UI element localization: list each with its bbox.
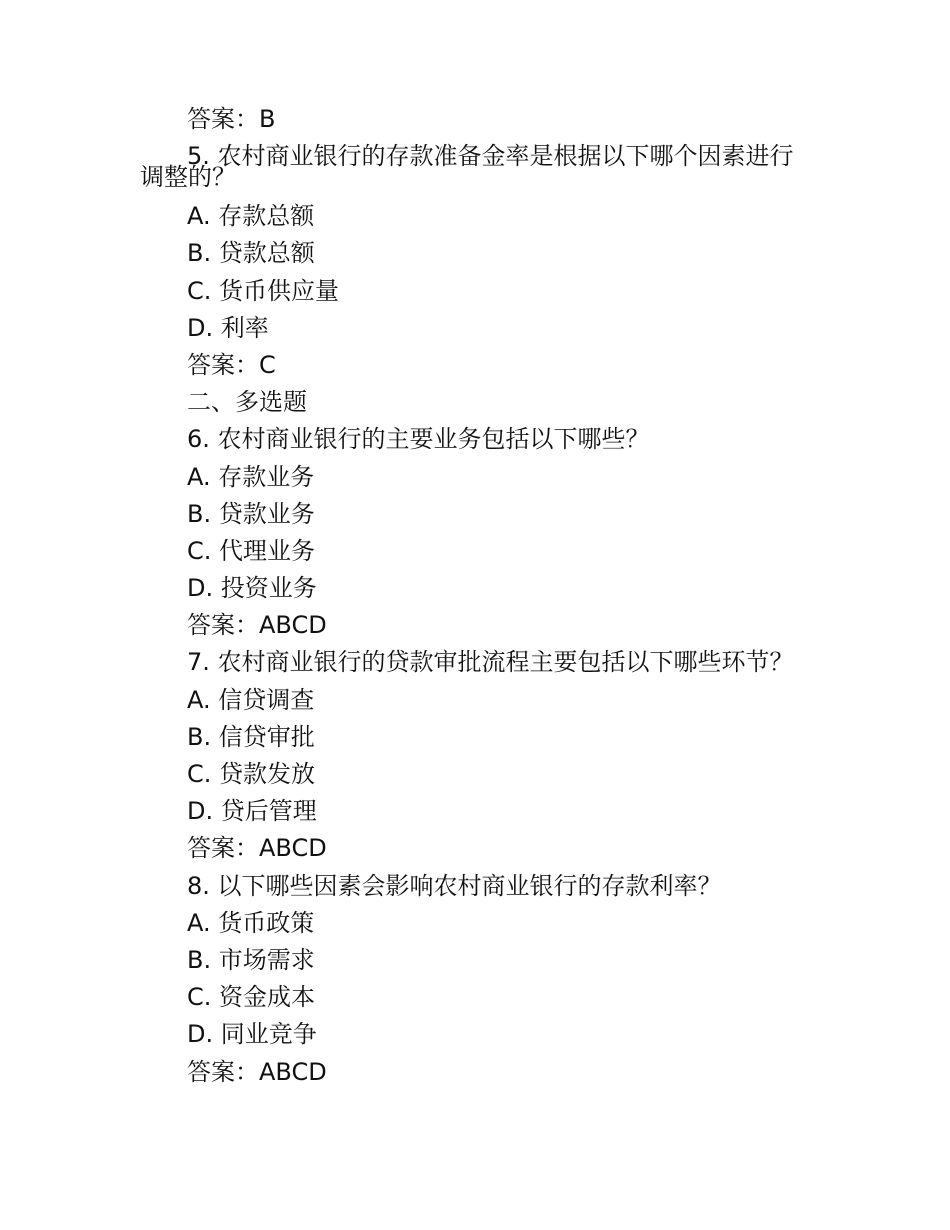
question-5 — [140, 138, 827, 198]
option-q8-d: D. 同业竞争 — [187, 1020, 317, 1049]
question-5-line-2: 调整的？ — [140, 163, 236, 192]
option-q7-a: A. 信贷调查 — [187, 685, 315, 714]
answer-q5: 答案：C — [187, 350, 276, 379]
option-q7-b: B. 信贷审批 — [187, 722, 315, 751]
option-q5-b: B. 贷款总额 — [187, 239, 315, 268]
option-q8-a: A. 货币政策 — [187, 908, 315, 937]
option-q6-a: A. 存款业务 — [187, 462, 315, 491]
option-q5-c: C. 货币供应量 — [187, 276, 340, 305]
option-q8-c: C. 资金成本 — [187, 983, 316, 1012]
question-5-line-1: 5. 农村商业银行的存款准备金率是根据以下哪个因素进行 — [187, 142, 794, 171]
option-q6-d: D. 投资业务 — [187, 574, 317, 603]
section-heading-multiple-choice: 二、多选题 — [187, 388, 307, 417]
answer-q7: 答案：ABCD — [187, 834, 327, 863]
answer-q6: 答案：ABCD — [187, 611, 327, 640]
option-q5-d: D. 利率 — [187, 313, 269, 342]
question-7: 7. 农村商业银行的贷款审批流程主要包括以下哪些环节？ — [187, 648, 794, 677]
option-q6-b: B. 贷款业务 — [187, 499, 315, 528]
answer-q4: 答案：B — [187, 105, 276, 133]
question-6: 6. 农村商业银行的主要业务包括以下哪些？ — [187, 425, 650, 454]
option-q5-a: A. 存款总额 — [187, 202, 315, 231]
option-q8-b: B. 市场需求 — [187, 945, 315, 974]
option-q7-c: C. 贷款发放 — [187, 760, 316, 788]
document-content — [140, 101, 827, 1091]
option-q6-c: C. 代理业务 — [187, 536, 316, 565]
question-8: 8. 以下哪些因素会影响农村商业银行的存款利率？ — [187, 871, 722, 900]
answer-q8: 答案：ABCD — [187, 1057, 327, 1086]
option-q7-d: D. 贷后管理 — [187, 797, 317, 826]
